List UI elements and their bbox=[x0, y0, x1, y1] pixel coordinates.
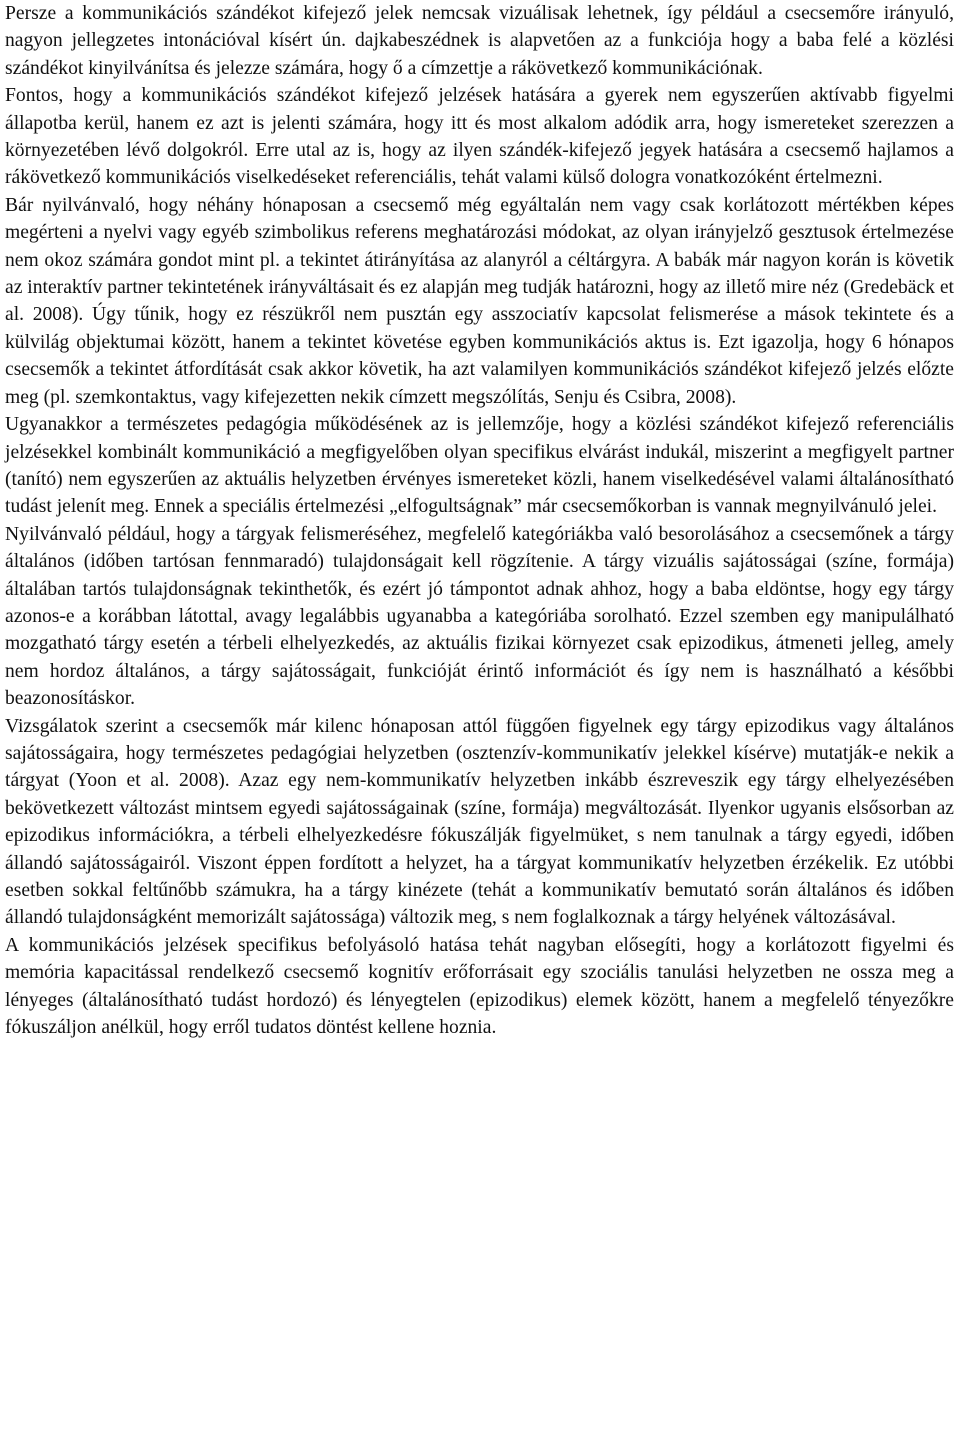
paragraph-natural-pedagogy: Ugyanakkor a természetes pedagógia működésének az is jellemzője, hogy a közlési szándékot kifejező referenciális jelzésekkel kombinált kommunikáció a megfigyelőben olyan specifikus elvárást indukál, miszerint a megfigyelt partner (tanító) nem egyszerűen az aktuális helyzetben érvényes ismereteket közli, hanem viselkedésével valami általánosítható tudást jelenít meg. Ennek a speciális értelmezési „elfogultságnak” már csecsemőkorban is vannak megnyilvánuló jelei. bbox=[5, 414, 954, 518]
paragraph-referential-signals: Fontos, hogy a kommunikációs szándékot kifejező jelzések hatására a gyerek nem egyszerűen aktívabb figyelmi állapotba kerül, hanem ez azt is jelenti számára, hogy itt és most alkalom adódik arra, hogy ismereteket szerezzen a környezetében lévő dolgokról. Erre utal az is, hogy az ilyen szándék-kifejező jegyek hatására a csecsemő hajlamos a rákövetkező kommunikációs viselkedéseket referenciális, tehát valami külső dologra vonatkozóként értelmezni. bbox=[5, 85, 954, 189]
paragraph-gaze-following: Bár nyilvánvaló, hogy néhány hónaposan a csecsemő még egyáltalán nem vagy csak korlátozott mértékben képes megérteni a nyelvi vagy egyéb szimbolikus referens meghatározási módokat, az olyan irányjelző gesztusok értelmezése nem okoz számára gondot mint pl. a tekintet átirányítása az alanyról a céltárgyra. A babák már nagyon korán is követik az interaktív partner tekintetének irányváltásait és ez alapján meg tudják határozni, hogy az illető mire néz (Gredebäck et al. 2008). Úgy tűnik, hogy ez részükről nem pusztán egy asszociatív kapcsolat felismerése a mások tekintete és a külvilág objektumai között, hanem a tekintet követése egyben kommunikációs aktus is. Ezt igazolja, hogy 6 hónapos csecsemők a tekintet átfordítását csak akkor követik, ha azt valamilyen kommunikációs szándékot kifejező jelzés előzte meg (pl. szemkontaktus, vagy kifejezetten nekik címzett megszólítás, Senju és Csibra, 2008). bbox=[5, 194, 954, 408]
paragraph-object-properties: Nyilvánvaló például, hogy a tárgyak felismeréséhez, megfelelő kategóriákba való besorolásához a csecsemőnek a tárgy általános (időben tartósan fennmaradó) tulajdonságait kell rögzítenie. A tárgy vizuális sajátosságai (színe, formája) általában tartós tulajdonságnak tekinthetők, és ezért jó támpontot adnak ahhoz, hogy a baba eldöntse, hogy egy tárgy azonos-e a korábban látottal, avagy legalábbis ugyanabba a kategóriába sorolható. Ezzel szemben egy manipulálható mozgatható tárgy esetén a térbeli elhelyezkedés, az aktuális fizikai környezet csak epizodikus, átmeneti jelleg, amely nem hordoz általános, a tárgy sajátosságait, funkcióját érintő információt és így nem is használható a későbbi beazonosításkor. bbox=[5, 523, 954, 710]
paragraph-conclusion: A kommunikációs jelzések specifikus befolyásoló hatása tehát nagyban elősegíti, hogy a korlátozott figyelmi és memória kapacitással rendelkező csecsemő kognitív erőforrásait egy szociális tanulási helyzetben ne ossza meg a lényeges (általánosítható tudást hordozó) és lényegtelen (epizodikus) elemek között, hanem a megfelelő tényezőkre fókuszáljon anélkül, hogy erről tudatos döntést kellene hoznia. bbox=[5, 934, 954, 1039]
paragraph-intonation: Persze a kommunikációs szándékot kifejező jelek nemcsak vizuálisak lehetnek, így például a csecsemőre irányuló, nagyon jellegzetes intonációval kísért ún. dajkabeszédnek is alapvetően az a funkciója hogy a baba felé a közlési szándékot kinyilvánítsa és jelezze számára, hogy ő a címzettje a rákövetkező kommunikációnak. bbox=[5, 3, 954, 79]
paragraph-studies: Vizsgálatok szerint a csecsemők már kilenc hónaposan attól függően figyelnek egy tárgy epizodikus vagy általános sajátosságaira, hogy természetes pedagógiai helyzetben (osztenzív-kommunikatív jelekkel kísérve) mutatják-e nekik a tárgyat (Yoon et al. 2008). Azaz egy nem-kommunikatív helyzetben inkább észreveszik egy tárgy elhelyezésében bekövetkezett változást mintsem egyedi sajátosságainak (színe, formája) megváltozását. Ilyenkor ugyanis elsősorban az epizodikus információkra, a térbeli elhelyezkedésre fókuszálják figyelmüket, s nem tanulnak a tárgy egyedi, időben állandó sajátosságairól. Viszont éppen fordított a helyzet, ha a tárgyat kommunikatív helyzetben érzékelik. Ez utóbbi esetben sokkal feltűnőbb számukra, ha a tárgy kinézete (tehát a kommunikatív bemutató során általános és időben állandó tulajdonságként memorizált sajátossága) változik meg, s nem foglalkoznak a tárgy helyének változásával. bbox=[5, 715, 954, 929]
